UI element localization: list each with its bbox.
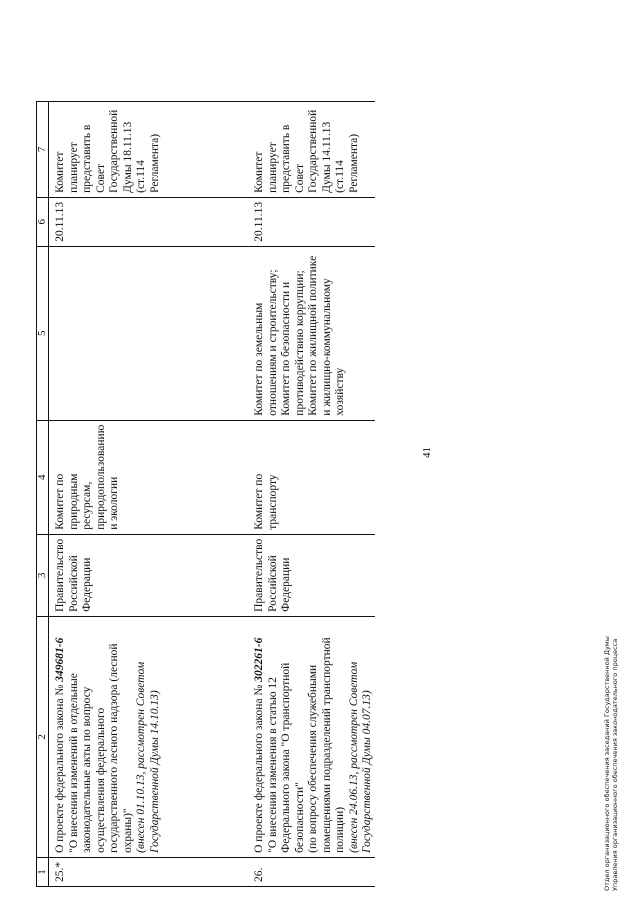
bill-title-cell [49, 616, 246, 857]
column-header: 1 [37, 857, 49, 886]
table-row [245, 101, 375, 886]
footer-line: Отдел организационного обеспечения заседаний Государственной Думы [603, 636, 611, 891]
co-executors-cell [245, 246, 375, 420]
initiator-cell: Правительство Российской Федерации [245, 534, 375, 616]
plan-cell: Комитет планирует представить в Совет Государственной Думы 18.11.13 (ст.114 Регламента) [49, 101, 246, 197]
bill-note: (внесен 24.06.13, рассмотрен Советом Государственной Думы 04.07.13) [347, 661, 373, 853]
column-number-row [37, 101, 49, 886]
column-header: 2 [37, 616, 49, 857]
plan-cell: Комитет планирует представить в Совет Государственной Думы 14.11.13 (ст.114 Регламента) [245, 101, 375, 197]
bill-subtitle: (по вопросу обеспечения служебными помещениями подразделений транспортной полиции) [307, 637, 346, 853]
page-number: 41 [421, 447, 433, 458]
bill-number: 349681-6 [54, 637, 66, 682]
bill-title-prefix: О проекте федерального закона № [253, 681, 265, 853]
co-executor-item: Комитет по жилищной политике и жилищно-коммунальному хозяйству [307, 255, 346, 416]
responsible-committee-cell: Комитет по транспорту [245, 420, 375, 534]
row-number: 25.* [49, 857, 246, 886]
table-row [49, 101, 246, 886]
co-executor-item: Комитет по земельным отношениям и строительству; [253, 269, 279, 416]
bill-title-prefix: О проекте федерального закона № [54, 681, 66, 853]
column-header: 4 [37, 420, 49, 534]
agenda-table [36, 101, 375, 887]
bill-note: (внесен 01.10.13, рассмотрен Советом Государственной Думы 14.10.13) [135, 661, 161, 853]
date-cell: 20.11.13 [49, 197, 246, 246]
bill-title: "О внесении изменения в статью 12 Федерального закона "О транспортной безопасности" [266, 662, 306, 853]
column-header: 5 [37, 246, 49, 420]
initiator-cell: Правительство Российской Федерации [49, 534, 246, 616]
column-header: 3 [37, 534, 49, 616]
bill-number: 302261-6 [253, 637, 265, 682]
co-executors-cell [49, 246, 246, 420]
date-cell: 20.11.13 [245, 197, 375, 246]
footer-line: Управления организационного обеспечения законодательного процесса [611, 638, 619, 891]
row-number: 26. [245, 857, 375, 886]
bill-title-cell [245, 616, 375, 857]
column-header: 6 [37, 197, 49, 246]
co-executor-item: Комитет по безопасности и противодействию коррупции; [280, 270, 306, 416]
responsible-committee-cell: Комитет по природным ресурсам, природопользованию и экологии [49, 420, 246, 534]
bill-title: "О внесении изменений в отдельные законодательные акты по вопросу осуществления федерального государственного лесного надзора (лесной охраны)" [67, 643, 134, 853]
column-header: 7 [37, 101, 49, 197]
footer [603, 636, 619, 891]
